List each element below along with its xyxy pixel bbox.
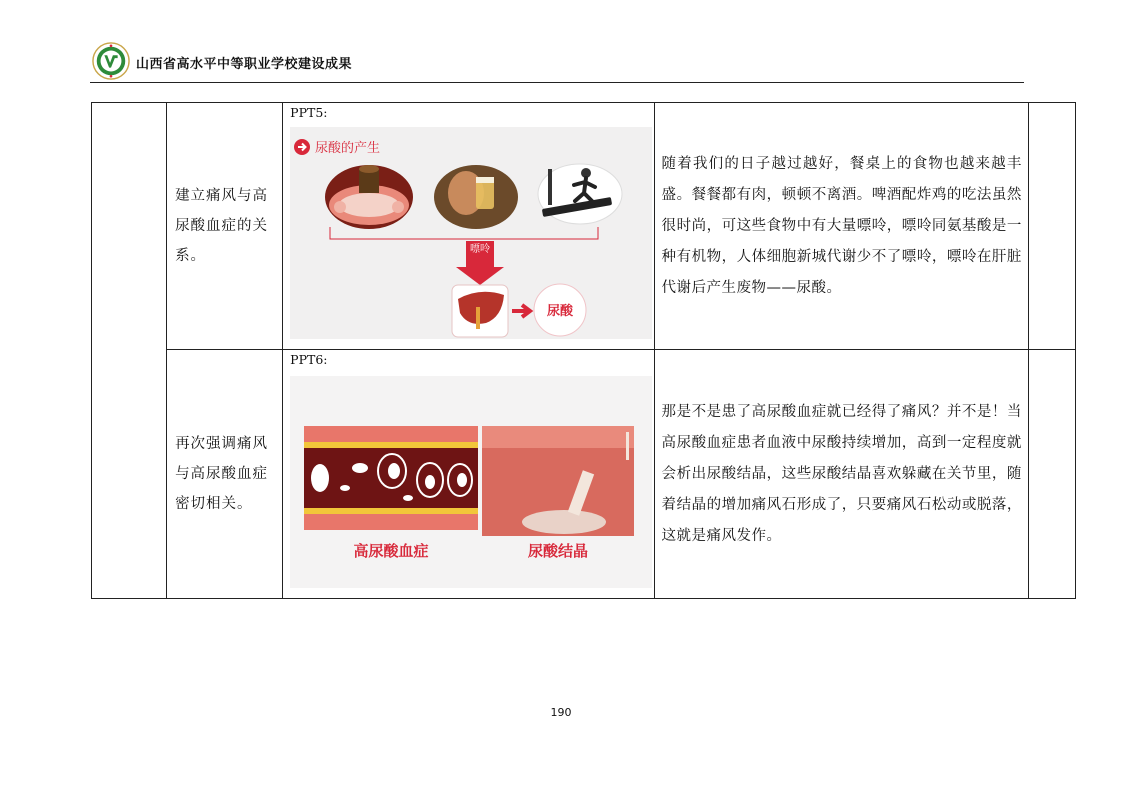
page-number: 190	[550, 706, 572, 719]
beer-drinking-photo	[434, 165, 518, 229]
uric-acid-label: 尿酸	[547, 304, 574, 319]
ppt-cell	[283, 350, 654, 599]
table-row	[92, 103, 1076, 350]
topic-cell: 再次强调痛风与高尿酸血症密切相关。	[167, 350, 283, 599]
header-title: 山西省高水平中等职业学校建设成果	[136, 57, 353, 72]
caption-hyperuricemia: 高尿酸血症	[353, 542, 429, 560]
hotpot-photo	[325, 165, 413, 229]
liver-icon	[452, 285, 508, 337]
ppt-label: PPT6:	[290, 352, 328, 367]
treadmill-photo	[538, 164, 622, 224]
blood-vessel-illustration	[304, 426, 478, 530]
purine-label: 嘌呤	[470, 244, 491, 255]
arrow-right-icon	[294, 139, 310, 155]
stage-cell	[92, 103, 167, 599]
explanation-cell: 那是不是患了高尿酸血症就已经得了痛风？并不是！当高尿酸血症患者血液中尿酸持续增加，高到一定程度就会析出尿酸结晶，这些尿酸结晶喜欢躲藏在关节里，随着结晶的增加痛风石形成了，只要痛风石松动或脱落，这就是痛风发作。	[654, 350, 1028, 599]
caption-crystal: 尿酸结晶	[528, 542, 589, 560]
ppt-cell	[283, 103, 654, 350]
topic-cell: 建立痛风与高尿酸血症的关系。	[167, 103, 283, 350]
lesson-table	[91, 102, 1076, 599]
table-row	[92, 350, 1076, 599]
uric-acid-crystal-illustration	[482, 426, 634, 536]
school-logo-icon	[92, 42, 130, 80]
header-rule	[90, 82, 1024, 83]
empty-cell	[1028, 350, 1075, 599]
ppt-label: PPT5:	[290, 105, 328, 120]
slide-heading: 尿酸的产生	[315, 141, 381, 156]
ppt-slide-image	[290, 127, 652, 339]
explanation-cell: 随着我们的日子越过越好，餐桌上的食物也越来越丰盛。餐餐都有肉，顿顿不离酒。啤酒配炸鸡的吃法虽然很时尚，可这些食物中有大量嘌呤，嘌呤同氨基酸是一种有机物，人体细胞新城代谢少不了嘌呤，嘌呤在肝脏代谢后产生废物——尿酸。	[654, 103, 1028, 350]
page-header	[90, 40, 1024, 84]
ppt-slide-image	[290, 376, 652, 588]
empty-cell	[1028, 103, 1075, 350]
